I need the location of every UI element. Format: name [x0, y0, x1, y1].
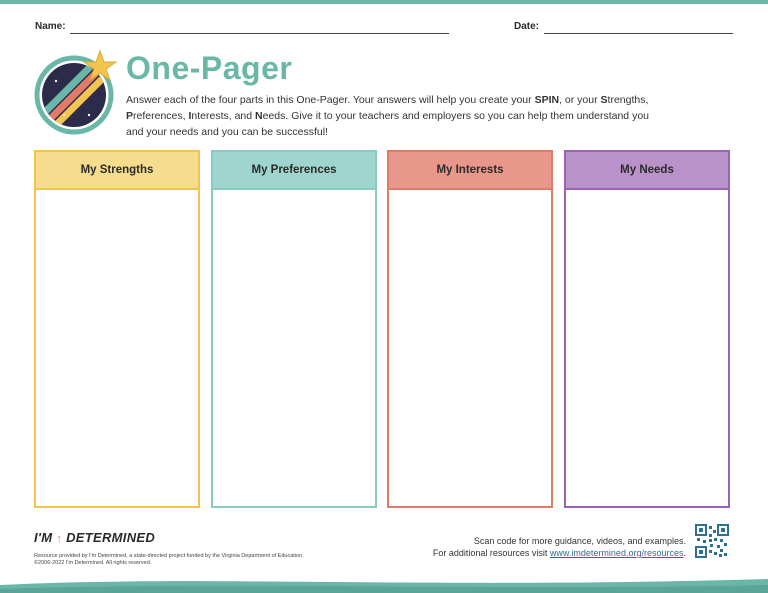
page-title: One-Pager [126, 50, 293, 86]
needs-header: My Needs [566, 152, 728, 190]
date-label: Date: [514, 21, 540, 32]
strengths-header: My Strengths [36, 152, 198, 190]
brand-logo: I'M ↑ DETERMINED [34, 530, 156, 545]
name-field-line[interactable] [70, 33, 449, 34]
preferences-header: My Preferences [213, 152, 375, 190]
interests-column[interactable] [387, 150, 553, 508]
rocket-icon: ↑ [56, 533, 63, 545]
needs-column[interactable] [564, 150, 730, 508]
strengths-column[interactable] [34, 150, 200, 508]
date-field-line[interactable] [544, 33, 733, 34]
resources-line: For additional resources visit www.imdetermined.org/resources. [432, 548, 686, 558]
shooting-star-badge-icon [34, 45, 126, 137]
bottom-wave-decoration [0, 571, 768, 593]
qr-code-icon [695, 524, 729, 558]
preferences-column[interactable] [211, 150, 377, 508]
resources-link[interactable]: www.imdetermined.org/resources [549, 548, 684, 558]
intro-paragraph: Answer each of the four parts in this One-Pager. Your answers will help you create your SPIN, or your Strengths, Preferences, Interests, and Needs. Give it to your teachers and employers so you can help them understand you and your needs and you can be successful! [126, 94, 649, 138]
top-accent-bar [0, 0, 768, 4]
name-label: Name: [35, 21, 66, 32]
interests-header: My Interests [389, 152, 551, 190]
scan-instructions: Scan code for more guidance, videos, and examples. [473, 536, 686, 546]
copyright-text: Resource provided by I'm Determined, a state-directed project funded by the Virginia Department of Education. ©2006-2022 I'm Determined. All rights reserved. [34, 553, 304, 566]
